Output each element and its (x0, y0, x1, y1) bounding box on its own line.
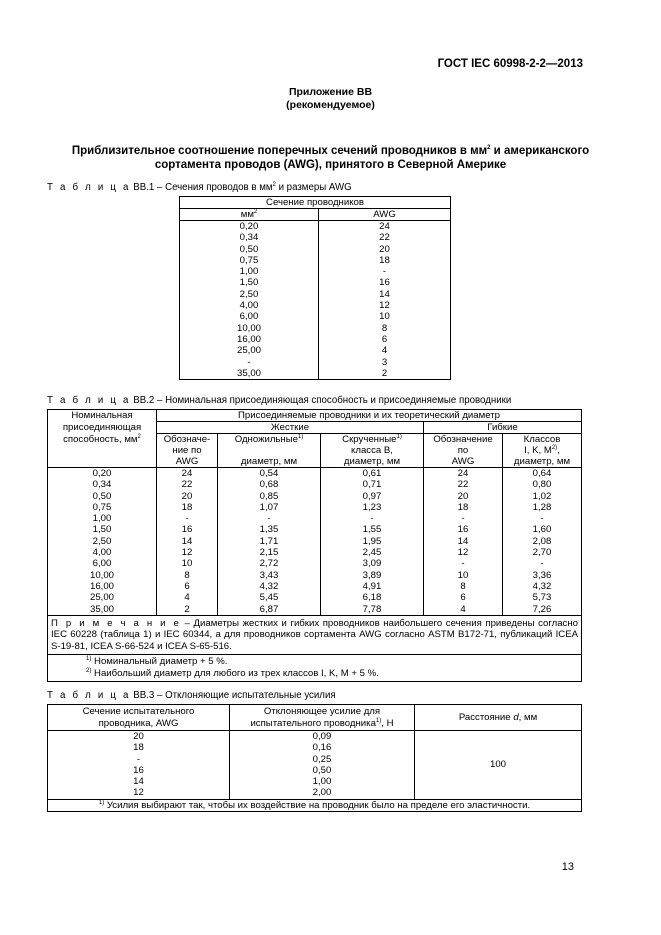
title-part: Приблизительное соотношение поперечных сечений проводников в мм (71, 145, 488, 157)
cell-stranded-diam: 4,91 (321, 581, 424, 592)
fn-mark: 1) (86, 656, 92, 663)
fn-text: Наибольший диаметр для любого из трех классов I, K, M + 5 %. (91, 668, 379, 680)
hdr-line: Скрученные (342, 434, 397, 445)
note-text: – Диаметры жестких и гибких проводников наибольшего сечения приведены согласно IEC 60228 (таблица 1) и IEC 60344, а для проводников сортамента AWG согласно ASTM B172-71, публикаций ICEA S-19-81, ICEA S-66-524 и ICEA S-65-516. (51, 617, 578, 652)
cell-awg-flex: 20 (424, 491, 503, 502)
cell-force: 1,00 (230, 776, 415, 787)
hdr-sup: 1) (297, 433, 304, 440)
hdr-line: , Н (381, 717, 394, 729)
cell-awg-flex: 12 (424, 547, 503, 558)
cell-stranded-diam: - (321, 513, 424, 524)
table-row (180, 300, 451, 311)
cell-force: 0,16 (230, 742, 415, 753)
table2-col-stranded (321, 434, 424, 468)
hdr-line: ние по (172, 445, 202, 456)
cell-capacity: 0,75 (48, 502, 157, 513)
cell-mm: 6,00 (180, 311, 319, 322)
hdr-sup: 1) (375, 717, 382, 724)
cell-solid-diam: 0,54 (218, 468, 321, 480)
cell-classes-diam: 0,80 (503, 479, 582, 490)
cell-solid-diam: 3,43 (218, 570, 321, 581)
cell-awg-flex: 24 (424, 468, 503, 480)
hdr-line: испытательного проводника (250, 717, 376, 729)
cell-mm: 0,20 (180, 221, 319, 233)
cell-stranded-diam: 6,18 (321, 592, 424, 603)
cell-stranded-diam: 2,45 (321, 547, 424, 558)
cell-stranded-diam: 0,97 (321, 491, 424, 502)
cell-force: 0,09 (230, 731, 415, 743)
table-row (48, 513, 582, 524)
appendix-status: (рекомендуемое) (286, 99, 375, 111)
table-row (180, 345, 451, 356)
cell-stranded-diam: 1,55 (321, 524, 424, 535)
cell-awg-rigid: 6 (157, 581, 218, 592)
cell-awg: 20 (48, 731, 230, 743)
table1-header: Сечение проводников (180, 197, 451, 209)
cell-capacity: 25,00 (48, 592, 157, 603)
fn-text: Усилия выбирают так, чтобы их воздействие на проводник было на пределе его эластичности. (104, 799, 531, 811)
table-row (48, 558, 582, 569)
cell-solid-diam: 0,85 (218, 491, 321, 502)
caption-text: и размеры AWG (275, 182, 352, 193)
table-label: Т а б л и ц а (47, 182, 131, 193)
cell-awg-flex: - (424, 513, 503, 524)
cell-capacity: 6,00 (48, 558, 157, 569)
cell-awg: 4 (319, 345, 451, 356)
cell-awg-rigid: 14 (157, 536, 218, 547)
table-row (48, 491, 582, 502)
table-row (180, 311, 451, 322)
col-mm-text: мм (240, 209, 254, 220)
cell-awg-rigid: - (157, 513, 218, 524)
cell-awg-rigid: 16 (157, 524, 218, 535)
table-row (48, 581, 582, 592)
cell-stranded-diam: 3,09 (321, 558, 424, 569)
cell-awg: 18 (48, 742, 230, 753)
cell-awg-rigid: 2 (157, 604, 218, 616)
hdr-line: AWG (451, 456, 475, 467)
title-part: и американского (490, 145, 590, 157)
table2-footnotes (48, 655, 582, 682)
cell-awg: 12 (48, 787, 230, 799)
title-sup: 2 (487, 145, 491, 152)
table-row (180, 289, 451, 300)
cell-awg: 12 (319, 300, 451, 311)
cell-awg-flex: 16 (424, 524, 503, 535)
table3-col-awg (48, 705, 230, 731)
table3-col-distance (415, 705, 582, 731)
cell-awg: 2 (319, 368, 451, 380)
cell-mm: 2,50 (180, 289, 319, 300)
table2-rigid-header: Жесткие (157, 422, 424, 434)
cell-awg: - (48, 754, 230, 765)
table3-footnote (48, 799, 582, 811)
cell-stranded-diam: 3,89 (321, 570, 424, 581)
appendix-title: Приложение ВВ (288, 86, 373, 98)
fn-mark: 2) (86, 668, 92, 675)
cell-mm: 0,75 (180, 255, 319, 266)
cell-awg-flex: 18 (424, 502, 503, 513)
table3-caption (47, 690, 336, 701)
caption-text: ВВ.3 – Отклоняющие испытательные усилия (130, 690, 336, 701)
hdr-sup: 1) (396, 433, 402, 440)
table-row (48, 547, 582, 558)
cell-awg: 6 (319, 334, 451, 345)
table1-col-awg: AWG (319, 209, 451, 221)
table1-col-mm (180, 209, 319, 221)
table-row (48, 731, 582, 743)
note-label: П р и м е ч а н и е (51, 617, 182, 629)
hdr-line: Обозначе- (163, 434, 211, 445)
table-row (180, 221, 451, 233)
table-row (180, 266, 451, 277)
hdr-line: диаметр, мм (240, 456, 298, 467)
main-title (0, 145, 661, 172)
cell-awg-flex: 6 (424, 592, 503, 603)
hdr-line: диаметр, мм (513, 456, 571, 467)
table-row (180, 323, 451, 334)
hdr-line: способность, мм (63, 434, 138, 445)
cell-mm: 10,00 (180, 323, 319, 334)
cell-solid-diam: 0,68 (218, 479, 321, 490)
cell-awg-rigid: 24 (157, 468, 218, 480)
cell-awg: 22 (319, 232, 451, 243)
cell-mm: 1,50 (180, 277, 319, 288)
cell-mm: 16,00 (180, 334, 319, 345)
cell-classes-diam: 1,60 (503, 524, 582, 535)
table2-caption (47, 395, 511, 406)
cell-awg: - (319, 266, 451, 277)
cell-awg-flex: 8 (424, 581, 503, 592)
cell-classes-diam: - (503, 513, 582, 524)
cell-awg-rigid: 8 (157, 570, 218, 581)
hdr-line: Номинальная (71, 410, 133, 421)
cell-capacity: 1,00 (48, 513, 157, 524)
caption-text: ВВ.2 – Номинальная присоединяющая способность и присоединяемые проводники (130, 395, 512, 406)
cell-capacity: 35,00 (48, 604, 157, 616)
cell-classes-diam: 2,70 (503, 547, 582, 558)
hdr-line: , мм (518, 711, 538, 723)
hdr-line: Отклоняющее усилие для (263, 706, 381, 717)
table-row (48, 479, 582, 490)
hdr-line: , (557, 445, 560, 456)
cell-awg-rigid: 22 (157, 479, 218, 490)
hdr-sup: 2) (551, 444, 558, 451)
cell-classes-diam: 1,02 (503, 491, 582, 502)
cell-solid-diam: 1,71 (218, 536, 321, 547)
cell-mm: 35,00 (180, 368, 319, 380)
cell-mm: 1,00 (180, 266, 319, 277)
cell-classes-diam: 4,32 (503, 581, 582, 592)
table2 (47, 409, 582, 682)
cell-mm: 4,00 (180, 300, 319, 311)
cell-force: 0,25 (230, 754, 415, 765)
table-row (48, 604, 582, 616)
cell-stranded-diam: 1,23 (321, 502, 424, 513)
cell-awg-flex: 22 (424, 479, 503, 490)
cell-solid-diam: - (218, 513, 321, 524)
cell-classes-diam: 2,08 (503, 536, 582, 547)
cell-classes-diam: 3,36 (503, 570, 582, 581)
cell-force: 0,50 (230, 765, 415, 776)
cell-awg-flex: - (424, 558, 503, 569)
hdr-line: Расстояние (458, 711, 514, 723)
hdr-line: Сечение испытательного (82, 706, 195, 717)
table2-col-solid (218, 434, 321, 468)
table-label: Т а б л и ц а (47, 690, 131, 701)
cell-awg-rigid: 18 (157, 502, 218, 513)
table-row (48, 502, 582, 513)
cell-force: 2,00 (230, 787, 415, 799)
cell-solid-diam: 1,07 (218, 502, 321, 513)
cell-solid-diam: 5,45 (218, 592, 321, 603)
hdr-line: Классов (523, 434, 561, 445)
cell-awg-rigid: 10 (157, 558, 218, 569)
table-row (180, 368, 451, 380)
cell-awg: 20 (319, 244, 451, 255)
cell-solid-diam: 6,87 (218, 604, 321, 616)
cell-capacity: 0,20 (48, 468, 157, 480)
cell-mm: 0,34 (180, 232, 319, 243)
table-row (48, 468, 582, 480)
cell-awg: 16 (48, 765, 230, 776)
cell-stranded-diam: 1,95 (321, 536, 424, 547)
fn-mark: 1) (98, 799, 105, 806)
appendix-heading (0, 86, 661, 112)
cell-capacity: 10,00 (48, 570, 157, 581)
hdr-line: I, K, M (524, 445, 552, 456)
cell-classes-diam: 7,26 (503, 604, 582, 616)
table1 (179, 196, 451, 380)
table3-col-force (230, 705, 415, 731)
table2-col-capacity (48, 410, 157, 468)
cell-awg-rigid: 20 (157, 491, 218, 502)
cell-classes-diam: - (503, 558, 582, 569)
cell-awg: 16 (319, 277, 451, 288)
cell-classes-diam: 5,73 (503, 592, 582, 603)
table-row (180, 357, 451, 368)
hdr-sup: 2 (137, 433, 141, 440)
hdr-line: диаметр, мм (343, 456, 401, 467)
table-label: Т а б л и ц а (47, 395, 131, 406)
standard-designation: ГОСТ IEC 60998-2-2—2013 (437, 58, 583, 70)
cell-awg: 10 (319, 311, 451, 322)
table-row (48, 592, 582, 603)
cell-distance: 100 (415, 731, 582, 800)
cell-awg: 18 (319, 255, 451, 266)
cell-stranded-diam: 0,71 (321, 479, 424, 490)
cell-stranded-diam: 7,78 (321, 604, 424, 616)
cell-awg-flex: 4 (424, 604, 503, 616)
cell-awg: 3 (319, 357, 451, 368)
table-row (180, 277, 451, 288)
page-number: 13 (561, 861, 574, 873)
title-line2: сортамента проводов (AWG), принятого в Северной Америке (154, 158, 507, 171)
table2-flexible-header: Гибкие (424, 422, 582, 434)
hdr-line: Обозначение (433, 434, 493, 445)
cell-mm: 25,00 (180, 345, 319, 356)
table-row (180, 232, 451, 243)
hdr-line: AWG (175, 456, 199, 467)
cell-awg-flex: 10 (424, 570, 503, 581)
hdr-line: присоединяющая (62, 422, 142, 433)
table1-caption (47, 182, 352, 193)
fn-text: Номинальный диаметр + 5 %. (91, 656, 228, 668)
cell-solid-diam: 1,35 (218, 524, 321, 535)
table-row (180, 244, 451, 255)
cell-classes-diam: 1,28 (503, 502, 582, 513)
cell-classes-diam: 0,64 (503, 468, 582, 480)
cell-awg: 14 (48, 776, 230, 787)
hdr-line: класса В, (351, 445, 393, 456)
table2-note (48, 615, 582, 655)
caption-sup: 2 (272, 181, 276, 188)
table3 (47, 704, 582, 812)
hdr-line: проводника, AWG (98, 717, 179, 729)
table2-col-awg-flex (424, 434, 503, 468)
cell-capacity: 16,00 (48, 581, 157, 592)
table-row (48, 524, 582, 535)
cell-awg: 24 (319, 221, 451, 233)
cell-capacity: 0,34 (48, 479, 157, 490)
cell-solid-diam: 2,72 (218, 558, 321, 569)
cell-mm: 0,50 (180, 244, 319, 255)
hdr-line: Одножильные (234, 434, 298, 445)
cell-capacity: 4,00 (48, 547, 157, 558)
cell-mm: - (180, 357, 319, 368)
cell-awg-rigid: 4 (157, 592, 218, 603)
hdr-line: по (457, 445, 469, 456)
table-row (180, 255, 451, 266)
caption-text: ВВ.1 – Сечения проводов в мм (130, 182, 273, 193)
table-row (48, 536, 582, 547)
cell-capacity: 1,50 (48, 524, 157, 535)
cell-capacity: 0,50 (48, 491, 157, 502)
cell-awg: 14 (319, 289, 451, 300)
table2-col-awg-rigid (157, 434, 218, 468)
col-mm-sup: 2 (253, 208, 258, 215)
cell-stranded-diam: 0,61 (321, 468, 424, 480)
cell-awg: 8 (319, 323, 451, 334)
table2-top-header: Присоединяемые проводники и их теоретический диаметр (157, 410, 582, 422)
hdr-italic: d (513, 711, 519, 723)
table-row (48, 570, 582, 581)
cell-awg-rigid: 12 (157, 547, 218, 558)
cell-solid-diam: 4,32 (218, 581, 321, 592)
cell-capacity: 2,50 (48, 536, 157, 547)
table-row (180, 334, 451, 345)
table2-col-classes (503, 434, 582, 468)
cell-solid-diam: 2,15 (218, 547, 321, 558)
cell-awg-flex: 14 (424, 536, 503, 547)
